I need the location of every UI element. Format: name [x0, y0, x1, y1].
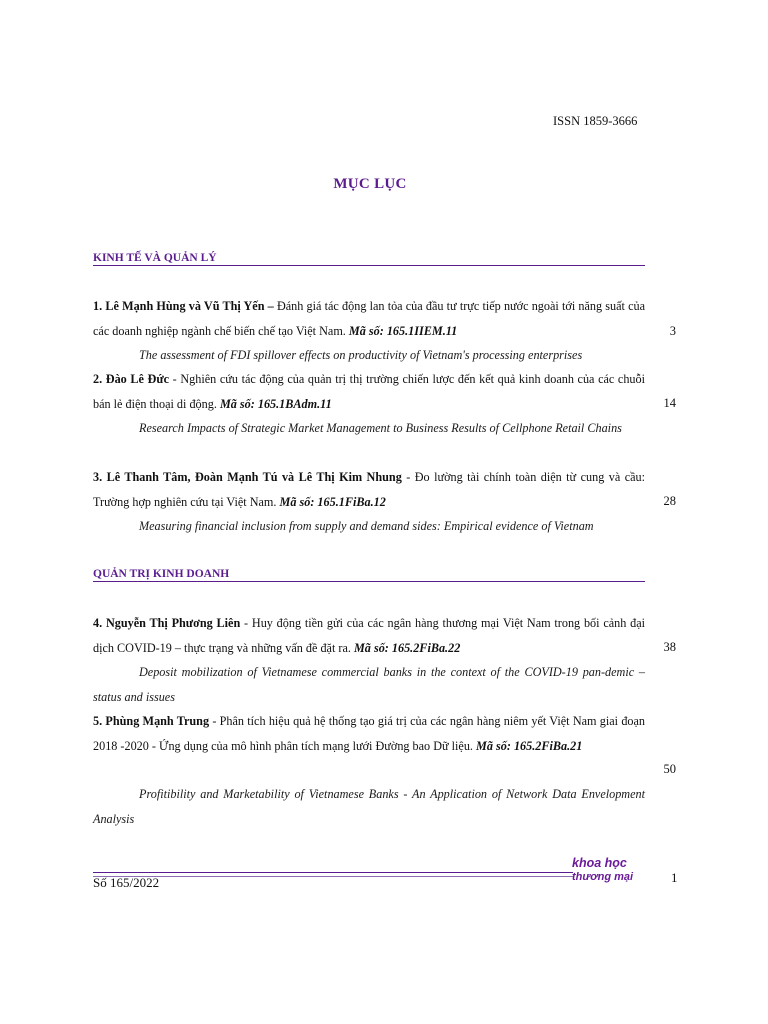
entry-number: 2.: [93, 372, 103, 386]
toc-entry-4[interactable]: [93, 611, 645, 660]
entry-number: 3.: [93, 470, 103, 484]
toc-entry-2[interactable]: [93, 367, 645, 416]
journal-logo: [572, 856, 642, 884]
toc-entry-3[interactable]: [93, 465, 645, 514]
entry-authors: Lê Mạnh Hùng và Vũ Thị Yến: [105, 299, 265, 313]
entry-page-1[interactable]: 3: [669, 324, 676, 338]
entry-separator: -: [209, 714, 220, 728]
entry-code: Mã số: 165.1FiBa.12: [279, 494, 386, 509]
toc-entry-1[interactable]: [93, 294, 645, 343]
issn-number: ISSN 1859-3666: [553, 114, 638, 128]
issue-number: Số 165/2022: [93, 875, 160, 890]
entry-title: Nghiên cứu tác động của quản trị thị trường chiến lược đến kết quả kinh doanh của các chuỗi bán lẻ điện thoại di động.: [93, 372, 646, 411]
entry-page-4[interactable]: 38: [663, 640, 676, 654]
entry-authors: Lê Thanh Tâm, Đoàn Mạnh Tú và Lê Thị Kim Nhung: [106, 470, 402, 484]
entry-code: Mã số: 165.1BAdm.11: [219, 396, 332, 411]
entry-english-title-2: Research Impacts of Strategic Market Management to Business Results of Cellphone Retail Chains: [139, 421, 622, 435]
entry-title: Huy động tiền gửi của các ngân hàng thương mại Việt Nam trong bối cảnh đại dịch COVID-19 – thực trạng và những vấn đề đặt ra.: [93, 616, 646, 655]
footer-divider: [93, 872, 573, 873]
page-number: 1: [671, 870, 678, 885]
entry-english-title-3: Measuring financial inclusion from supply and demand sides: Empirical evidence of Vietnam: [139, 519, 594, 533]
entry-english-title-5: Profitibility and Marketability of Vietnamese Banks - An Application of Network Data Envelopment Analysis: [93, 787, 645, 826]
entry-title: Đo lường tài chính toàn diện từ cung và cầu: Trường hợp nghiên cứu tại Việt Nam.: [93, 470, 645, 509]
entry-page-3[interactable]: 28: [663, 494, 676, 508]
entry-number: 1.: [93, 299, 103, 313]
entry-code: Mã số: 165.2FiBa.22: [353, 640, 461, 655]
entry-separator: -: [169, 372, 181, 386]
entry-title: Phân tích hiệu quả hệ thống tạo giá trị của các ngân hàng niêm yết Việt Nam giai đoạn 2018 -2020 - Ứng dụng của mô hình phân tích mạng lưới Đường bao Dữ liệu.: [93, 714, 646, 753]
logo-line-2: thương mại: [572, 871, 634, 883]
toc-entry-5[interactable]: [93, 709, 645, 758]
entry-authors: Phùng Mạnh Trung: [105, 714, 210, 728]
section-heading-economics: KINH TẾ VÀ QUẢN LÝ: [93, 251, 645, 266]
entry-authors: Đào Lê Đức: [105, 372, 170, 386]
entry-number: 5.: [93, 714, 103, 728]
entry-code: Mã số: 165.2FiBa.21: [476, 738, 583, 753]
entry-separator: -: [401, 470, 415, 484]
footer-divider-thin: [93, 876, 573, 877]
entry-number: 4.: [93, 616, 103, 630]
entry-page-5[interactable]: 50: [663, 762, 676, 776]
entry-code: Mã số: 165.1IIEM.11: [348, 323, 458, 338]
entry-separator: –: [264, 299, 277, 313]
entry-separator: -: [240, 616, 252, 630]
page-title: MỤC LỤC: [333, 176, 407, 192]
entry-page-2[interactable]: 14: [663, 396, 676, 410]
entry-authors: Nguyễn Thị Phương Liên: [105, 616, 241, 630]
logo-line-1: khoa học: [572, 856, 627, 870]
entry-title: Đánh giá tác động lan tỏa của đầu tư trực tiếp nước ngoài tới năng suất của các doanh nghiệp ngành chế biến chế tạo Việt Nam.: [93, 299, 646, 338]
entry-english-title-1: The assessment of FDI spillover effects on productivity of Vietnam's processing enterprises: [139, 348, 583, 362]
entry-english-title-4: Deposit mobilization of Vietnamese commercial banks in the context of the COVID-19 pan-demic – status and issues: [93, 665, 645, 704]
section-heading-business: QUẢN TRỊ KINH DOANH: [93, 567, 645, 582]
